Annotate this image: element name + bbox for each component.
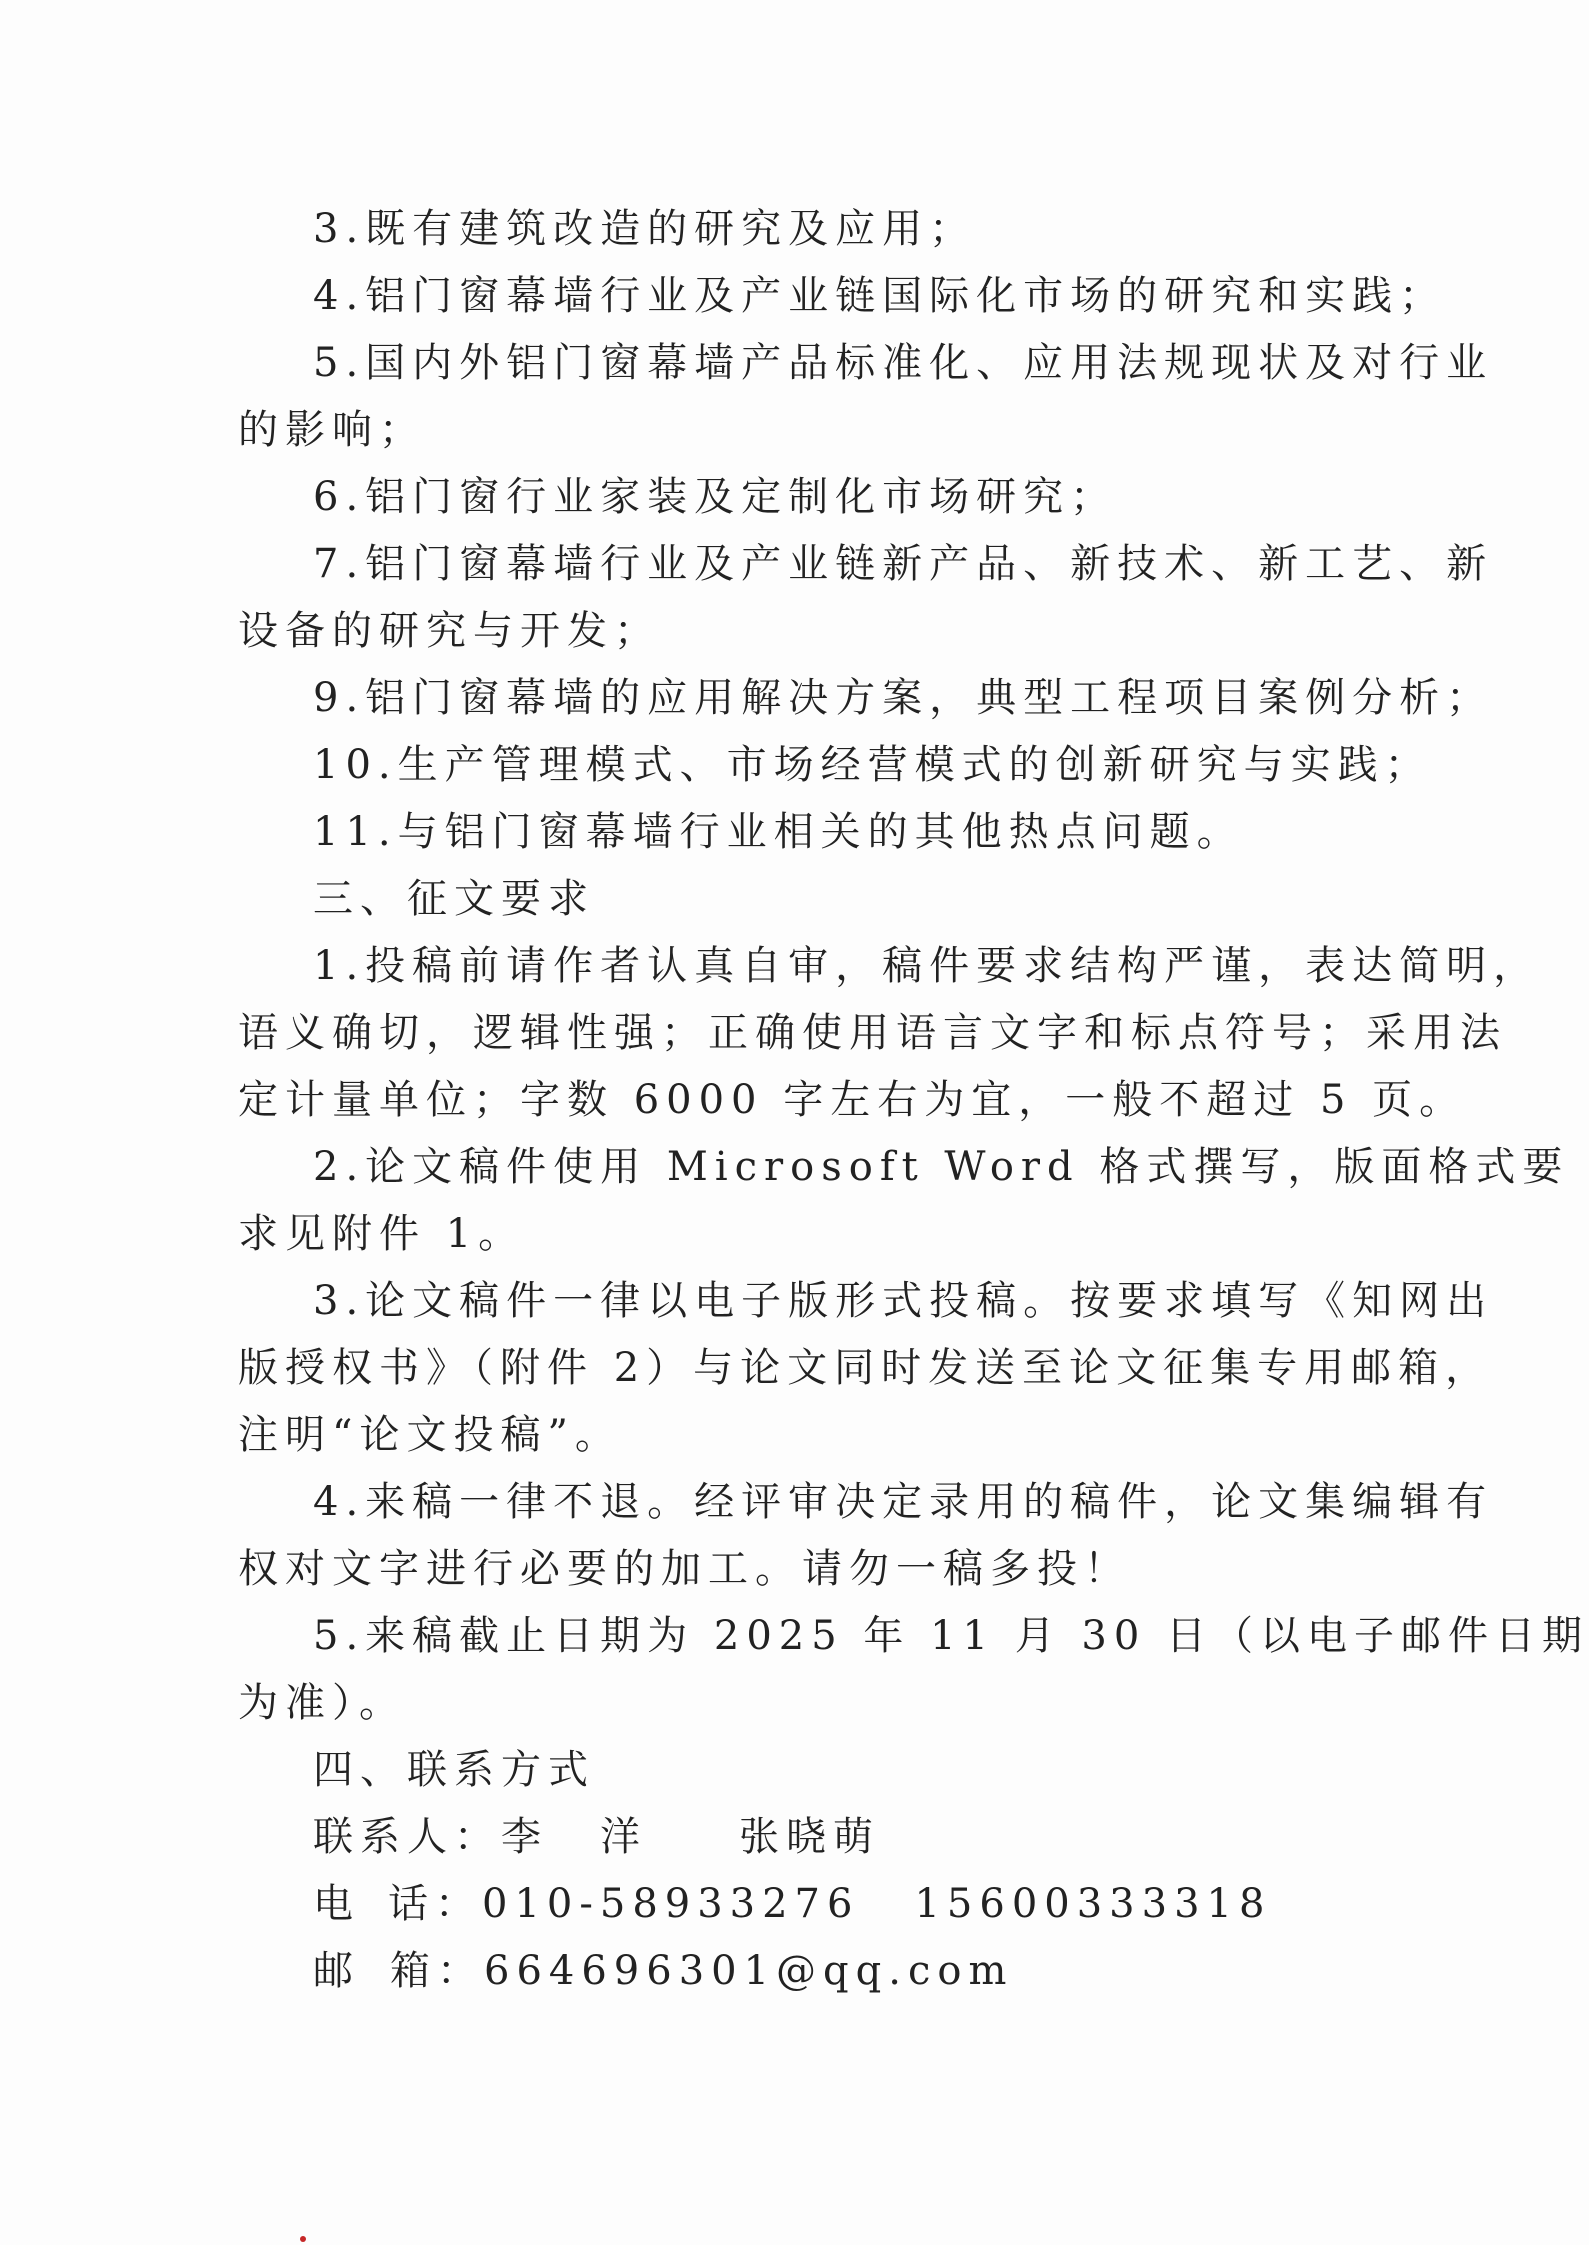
topic-item-9: 9.铝门窗幕墙的应用解决方案，典型工程项目案例分析；: [313, 675, 1494, 721]
contact-person-2: 张晓萌: [739, 1814, 880, 1860]
section-heading-contact: 四、联系方式: [313, 1747, 595, 1793]
requirement-5-line-1: 5.来稿截止日期为 2025 年 11 月 30 日（以电子邮件日期: [313, 1613, 1589, 1659]
requirement-2-line-2: 求见附件 1。: [238, 1211, 526, 1257]
topic-item-5-line-1: 5.国内外铝门窗幕墙产品标准化、应用法规现状及对行业: [313, 340, 1494, 386]
contact-person-label: 联系人：: [313, 1814, 501, 1860]
topic-item-5-line-2: 的影响；: [238, 407, 426, 453]
topic-item-10: 10.生产管理模式、市场经营模式的创新研究与实践；: [313, 742, 1432, 788]
phone-number-2: 15600333318: [914, 1881, 1272, 1927]
topic-item-7-line-2: 设备的研究与开发；: [238, 608, 661, 654]
email-label-char-1: 邮: [313, 1948, 360, 1994]
requirement-3-line-2: 版授权书》（附件 2）与论文同时发送至论文征集专用邮箱，: [238, 1345, 1493, 1391]
contact-person-row: [238, 1804, 1358, 1871]
requirement-4-line-1: 4.来稿一律不退。经评审决定录用的稿件，论文集编辑有: [313, 1479, 1494, 1525]
requirement-3-line-3: 注明“论文投稿”。: [238, 1412, 622, 1458]
topic-item-7-line-1: 7.铝门窗幕墙行业及产业链新产品、新技术、新工艺、新: [313, 541, 1494, 587]
topic-item-6: 6.铝门窗行业家装及定制化市场研究；: [313, 474, 1118, 520]
requirement-3-line-1: 3.论文稿件一律以电子版形式投稿。按要求填写《知网出: [313, 1278, 1494, 1324]
scan-speck: [300, 2236, 306, 2242]
requirement-5-line-2: 为准）。: [238, 1680, 406, 1726]
topic-item-4: 4.铝门窗幕墙行业及产业链国际化市场的研究和实践；: [313, 273, 1447, 319]
section-heading-requirements: 三、征文要求: [313, 876, 595, 922]
email-label-char-2: 箱：: [390, 1948, 484, 1994]
requirement-4-line-2: 权对文字进行必要的加工。请勿一稿多投！: [238, 1546, 1131, 1592]
contact-person-1-given-name: 洋: [600, 1814, 647, 1860]
contact-phone-row: [238, 1871, 1358, 1938]
requirement-1-line-2: 语义确切，逻辑性强；正确使用语言文字和标点符号；采用法: [238, 1010, 1507, 1056]
phone-label-char-1: 电: [313, 1881, 360, 1927]
document-body: [238, 196, 1589, 2005]
requirement-1-line-1: 1.投稿前请作者认真自审，稿件要求结构严谨，表达简明，: [313, 943, 1541, 989]
email-address: 664696301@qq.com: [484, 1948, 1014, 1994]
phone-number-1: 010-58933276: [482, 1881, 860, 1927]
requirement-2-line-1: 2.论文稿件使用 Microsoft Word 格式撰写，版面格式要: [313, 1144, 1570, 1190]
requirement-1-line-3: 定计量单位；字数 6000 字左右为宜，一般不超过 5 页。: [238, 1077, 1467, 1123]
topic-item-3: 3.既有建筑改造的研究及应用；: [313, 206, 977, 252]
contact-email-row: [238, 1938, 1358, 2005]
phone-label-char-2: 话：: [388, 1881, 482, 1927]
topic-item-11: 11.与铝门窗幕墙行业相关的其他热点问题。: [313, 809, 1244, 855]
contact-person-1-surname: 李: [501, 1814, 548, 1860]
